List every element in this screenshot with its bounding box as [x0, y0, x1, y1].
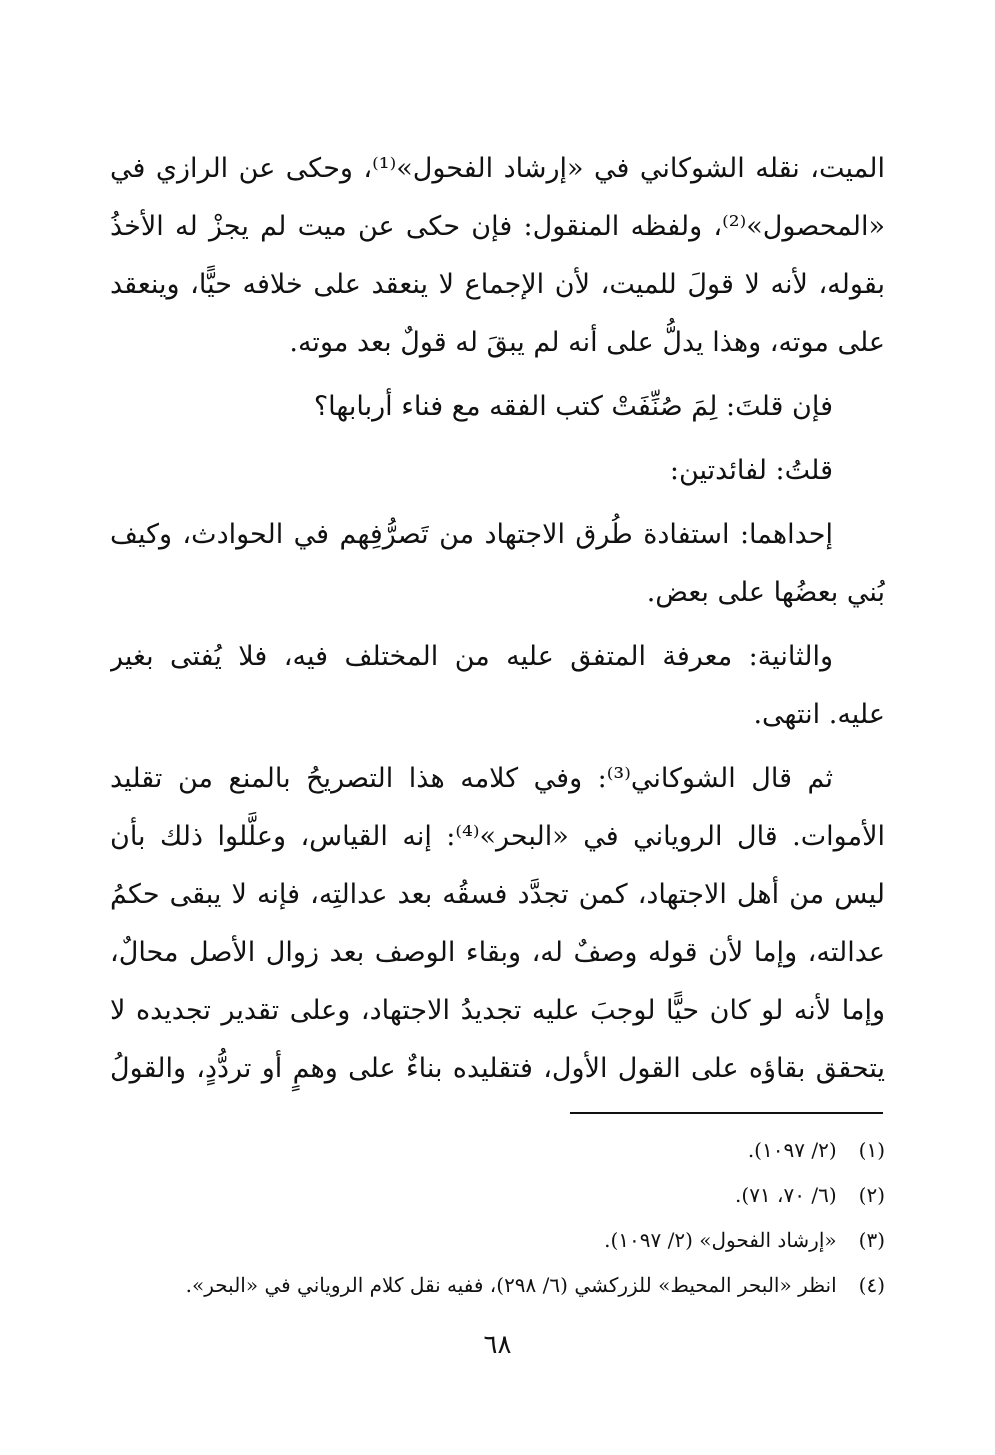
footnotes [110, 1128, 885, 1308]
text-line: الأموات. قال الروياني في «البحر»⁽⁴⁾: إنه القياس، وعلَّلوا ذلك بأن [110, 821, 885, 852]
text-line: يتحقق بقاؤه على القول الأول، فتقليده بناءٌ على وهمٍ أو تردُّدٍ، والقولُ [110, 1053, 885, 1084]
text-line: ليس من أهل الاجتهاد، كمن تجدَّد فسقُه بعد عدالتِه، فإنه لا يبقى حكمُ [110, 879, 885, 910]
text-line: «المحصول»⁽²⁾، ولفظه المنقول: فإن حكى عن ميت لم يجزْ له الأخذُ [110, 211, 885, 242]
footnote-number: (٣) [858, 1228, 885, 1252]
text-line: على موته، وهذا يدلُّ على أنه لم يبقَ له قولٌ بعد موته. [289, 327, 885, 358]
footnote-number: (٢) [858, 1183, 885, 1207]
text-line: ثم قال الشوكاني⁽³⁾: وفي كلامه هذا التصريحُ بالمنع من تقليد [110, 763, 833, 794]
text-line: قلتُ: لفائدتين: [669, 455, 833, 486]
footnote-item [110, 1128, 885, 1173]
footnote-divider [570, 1112, 883, 1114]
text-line: والثانية: معرفة المتفق عليه من المختلف فيه، فلا يُفتى بغير [110, 641, 833, 672]
text-line: وإما لأنه لو كان حيًّا لوجبَ عليه تجديدُ الاجتهاد، وعلى تقدير تجديده لا [110, 995, 885, 1026]
footnote-text: «إرشاد الفحول» (٢/ ١٠٩٧). [604, 1228, 837, 1252]
text-line: بُني بعضُها على بعض. [646, 577, 885, 608]
footnote-number: (١) [858, 1138, 885, 1162]
page-number: ٦٨ [483, 1330, 512, 1360]
text-line: بقوله، لأنه لا قولَ للميت، لأن الإجماع لا ينعقد على خلافه حيًّا، وينعقد [110, 269, 885, 300]
footnote-text: (٦/ ٧٠، ٧١). [735, 1183, 837, 1207]
text-line: الميت، نقله الشوكاني في «إرشاد الفحول»⁽¹⁾، وحكى عن الرازي في [110, 153, 885, 184]
text-line: عدالته، وإما لأن قوله وصفٌ له، وبقاء الوصف بعد زوال الأصل محالٌ، [110, 937, 885, 968]
footnote-text: انظر «البحر المحيط» للزركشي (٦/ ٢٩٨)، ففيه نقل كلام الروياني في «البحر». [185, 1273, 837, 1297]
footnote-item [110, 1263, 885, 1308]
footnote-number: (٤) [858, 1273, 885, 1297]
text-line: عليه. انتهى. [753, 699, 885, 730]
main-text [110, 140, 885, 1098]
text-line: إحداهما: استفادة طُرق الاجتهاد من تَصرُّفِهم في الحوادث، وكيف [110, 519, 833, 550]
text-line: فإن قلتَ: لِمَ صُنِّفَتْ كتب الفقه مع فناء أربابها؟ [313, 391, 833, 422]
footnote-item [110, 1218, 885, 1263]
footnote-item [110, 1173, 885, 1218]
footnote-text: (٢/ ١٠٩٧). [747, 1138, 837, 1162]
